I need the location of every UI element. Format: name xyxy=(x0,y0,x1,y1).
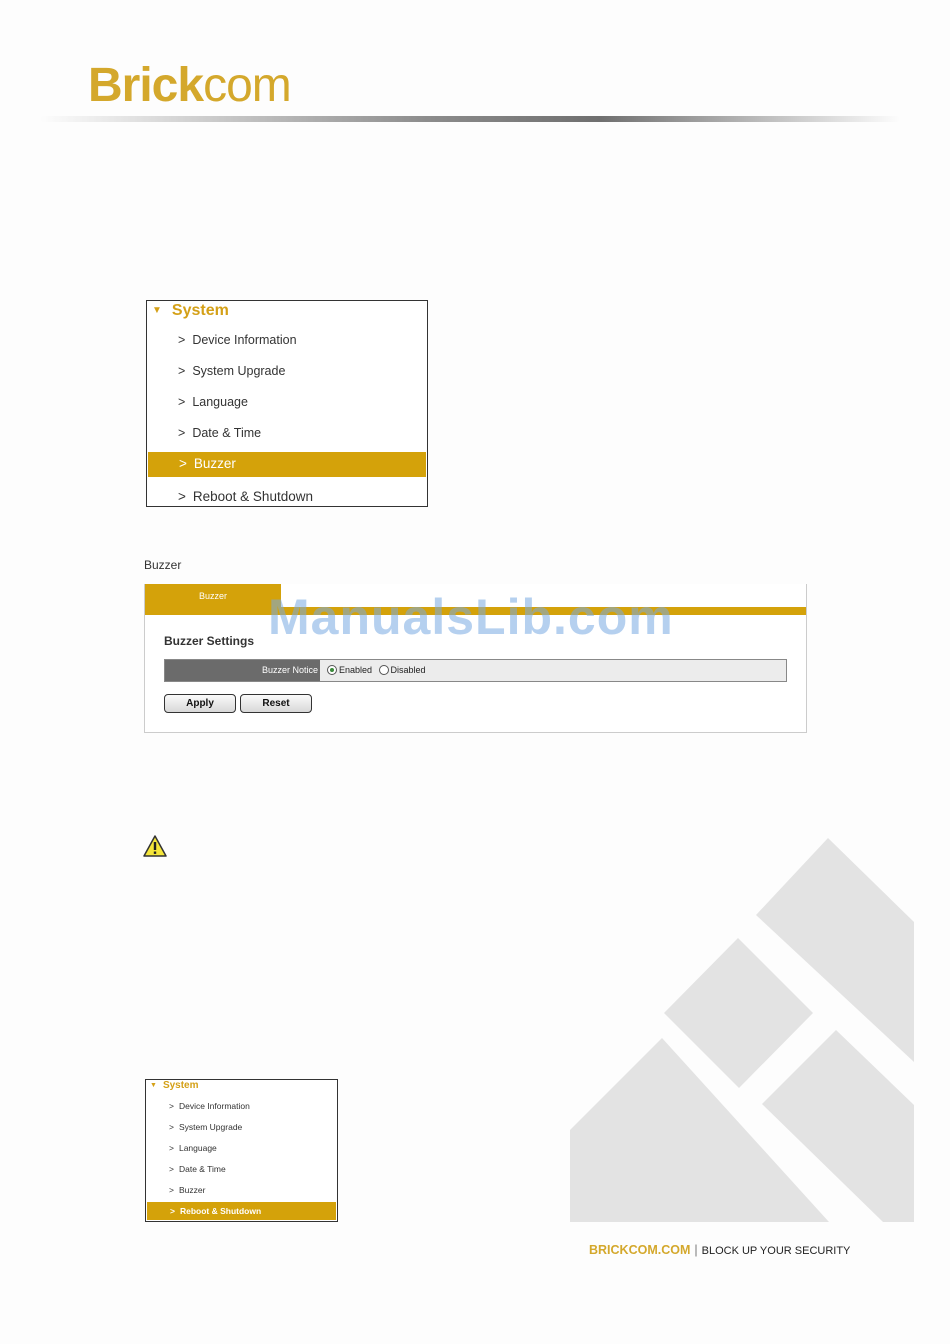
tab-buzzer[interactable]: Buzzer xyxy=(145,584,281,615)
settings-title: Buzzer Settings xyxy=(164,634,255,648)
menu-item-date-time[interactable]: > Date & Time xyxy=(169,1164,226,1174)
buzzer-notice-radio-group xyxy=(327,665,430,676)
page-title: Buzzer xyxy=(144,558,182,572)
radio-disabled-option[interactable]: Disabled xyxy=(379,665,426,676)
menu-item-reboot-shutdown[interactable]: > Reboot & Shutdown xyxy=(178,489,313,504)
radio-enabled[interactable] xyxy=(327,665,337,675)
menu-item-system-upgrade[interactable]: > System Upgrade xyxy=(169,1122,243,1132)
radio-disabled[interactable] xyxy=(379,665,389,675)
footer xyxy=(589,1243,850,1257)
triangle-down-icon: ▼ xyxy=(152,305,162,316)
menu-item-language[interactable]: > Language xyxy=(178,395,248,409)
radio-enabled-option[interactable]: Enabled xyxy=(327,665,372,676)
buzzer-notice-row xyxy=(164,659,787,682)
footer-brand: BRICKCOM.COM xyxy=(589,1243,691,1257)
menu-item-reboot-shutdown[interactable]: > Reboot & Shutdown xyxy=(147,1202,336,1220)
system-menu-small xyxy=(145,1079,338,1222)
menu-item-device-information[interactable]: > Device Information xyxy=(178,333,297,347)
header-divider xyxy=(40,116,900,122)
triangle-down-icon: ▼ xyxy=(150,1082,157,1089)
system-menu-header-small[interactable]: ▼ System xyxy=(150,1080,199,1091)
system-menu-large xyxy=(146,300,428,507)
menu-item-device-information[interactable]: > Device Information xyxy=(169,1101,250,1111)
warning-icon xyxy=(143,834,167,858)
footer-separator: | xyxy=(694,1243,698,1257)
brickcom-logo: Brickcom xyxy=(88,59,291,112)
background-diamond-graphic xyxy=(560,830,914,1225)
menu-item-system-upgrade[interactable]: > System Upgrade xyxy=(178,364,286,378)
manualslib-watermark: ManualsLib.com xyxy=(268,589,674,645)
system-menu-header[interactable]: ▼ System xyxy=(152,302,229,319)
footer-slogan: BLOCK UP YOUR SECURITY xyxy=(701,1245,851,1257)
apply-button[interactable]: Apply xyxy=(164,694,236,713)
menu-item-buzzer[interactable]: > Buzzer xyxy=(169,1185,206,1195)
reset-button[interactable]: Reset xyxy=(240,694,312,713)
menu-item-date-time[interactable]: > Date & Time xyxy=(178,426,262,440)
menu-item-language[interactable]: > Language xyxy=(169,1143,217,1153)
buzzer-notice-label: Buzzer Notice xyxy=(165,660,320,681)
menu-item-buzzer[interactable]: > Buzzer xyxy=(148,452,426,477)
